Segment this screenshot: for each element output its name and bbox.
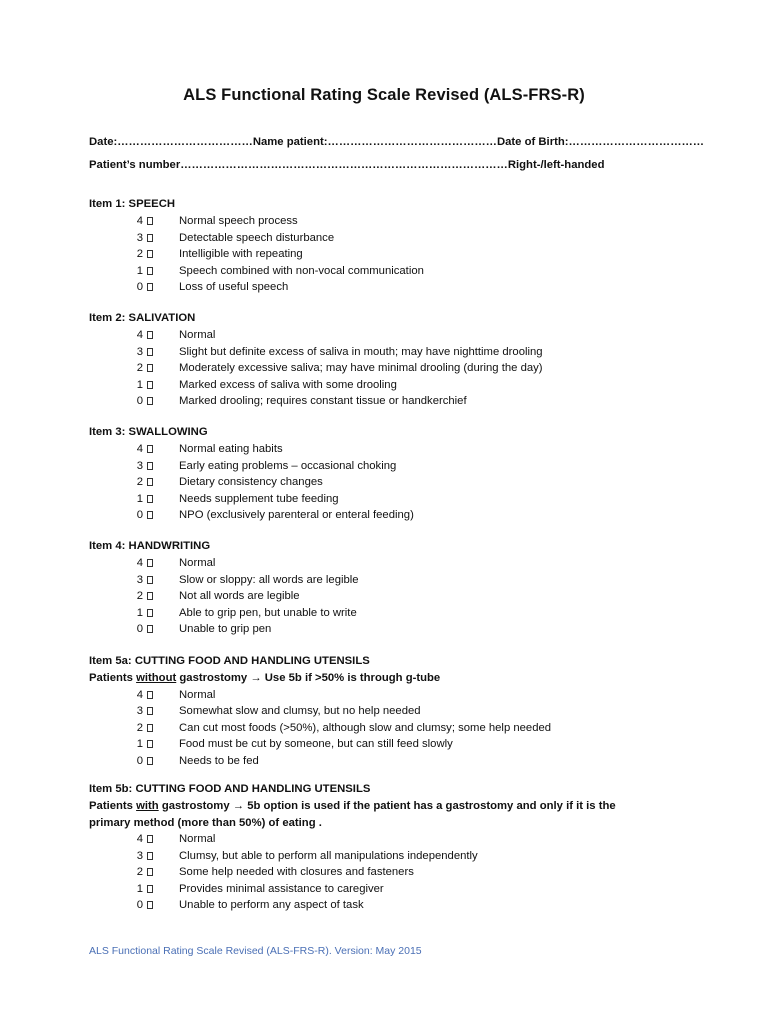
- checkbox-icon[interactable]: [147, 559, 153, 567]
- checkbox-icon[interactable]: [147, 576, 153, 584]
- patient-number-label: Patient’s number: [89, 159, 181, 171]
- option-row: [89, 246, 729, 263]
- option-score: 3: [136, 345, 143, 358]
- option-score: 2: [136, 248, 143, 260]
- item-note: [89, 798, 659, 831]
- option-score: 2: [136, 476, 143, 488]
- option-row: [89, 507, 729, 524]
- note-prefix: Patients: [89, 672, 137, 684]
- rating-item-5: [89, 653, 729, 769]
- option-text: Some help needed with closures and fasteners: [179, 866, 414, 878]
- option-score: 0: [136, 623, 143, 635]
- option-row: [89, 897, 729, 914]
- option-text: Clumsy, but able to perform all manipulations independently: [179, 849, 478, 862]
- option-score: 4: [136, 443, 143, 455]
- option-text: Normal: [179, 329, 216, 341]
- checkbox-icon[interactable]: [147, 901, 153, 909]
- option-score: 0: [136, 281, 143, 293]
- option-row: [89, 572, 729, 589]
- header-line-1: [89, 136, 705, 148]
- option-row: [89, 441, 729, 458]
- option-text: Unable to grip pen: [179, 623, 272, 635]
- option-row: [89, 848, 729, 865]
- note-suffix: gastrostomy → Use 5b if >50% is through g-tube: [176, 672, 441, 684]
- option-row: [89, 864, 729, 881]
- note-prefix: Patients: [89, 800, 137, 812]
- option-row: [89, 458, 729, 475]
- checkbox-icon[interactable]: [147, 511, 153, 519]
- note-emphasis: without: [136, 672, 177, 684]
- option-row: [89, 687, 729, 704]
- option-text: Normal eating habits: [179, 443, 283, 455]
- option-row: [89, 720, 729, 737]
- item-title: Item 3: SWALLOWING: [89, 426, 208, 438]
- option-score: 1: [136, 606, 143, 619]
- option-text: Food must be cut by someone, but can still feed slowly: [179, 738, 453, 750]
- option-score: 1: [136, 492, 143, 505]
- checkbox-icon[interactable]: [147, 835, 153, 843]
- item-title: Item 5b: CUTTING FOOD AND HANDLING UTENSILS: [89, 783, 371, 795]
- option-text: Speech combined with non-vocal communication: [179, 264, 424, 277]
- checkbox-icon[interactable]: [147, 283, 153, 291]
- checkbox-icon[interactable]: [147, 625, 153, 633]
- dob-field[interactable]: ………………………………: [568, 136, 705, 148]
- note-emphasis: with: [136, 800, 159, 812]
- option-row: [89, 753, 729, 770]
- rating-item-2: [89, 310, 729, 410]
- option-row: [89, 736, 729, 753]
- date-label: Date:: [89, 136, 118, 148]
- handedness-label[interactable]: Right-/left-handed: [507, 159, 605, 171]
- note-suffix: gastrostomy → 5b option is used if the patient has a gastrostomy and only if it is the primary method (more than 50%) of eating .: [89, 800, 616, 829]
- option-score: 1: [136, 738, 143, 750]
- option-row: [89, 327, 729, 344]
- option-score: 4: [136, 329, 143, 341]
- option-score: 1: [136, 378, 143, 391]
- option-text: Normal: [179, 688, 216, 701]
- option-score: 2: [136, 362, 143, 374]
- document-title: ALS Functional Rating Scale Revised (ALS-FRS-R): [183, 86, 585, 104]
- checkbox-icon[interactable]: [147, 691, 153, 699]
- option-score: 2: [136, 866, 143, 878]
- option-row: [89, 605, 729, 622]
- option-text: Intelligible with repeating: [179, 248, 303, 260]
- checkbox-icon[interactable]: [147, 592, 153, 600]
- header-line-2: [89, 159, 689, 171]
- option-row: [89, 831, 729, 848]
- option-score: 0: [136, 395, 143, 407]
- option-row: [89, 555, 729, 572]
- option-score: 0: [136, 899, 143, 911]
- option-text: Slight but definite excess of saliva in mouth; may have nighttime drooling: [179, 345, 543, 358]
- date-field[interactable]: ………………………………: [117, 136, 253, 148]
- option-row: [89, 881, 729, 898]
- option-score: 4: [136, 215, 143, 227]
- option-row: [89, 621, 729, 638]
- option-text: Slow or sloppy: all words are legible: [179, 573, 359, 586]
- item-title: Item 5a: CUTTING FOOD AND HANDLING UTENSILS: [89, 655, 370, 667]
- option-score: 3: [136, 849, 143, 862]
- option-text: Needs to be fed: [179, 754, 259, 767]
- checkbox-icon[interactable]: [147, 852, 153, 860]
- checkbox-icon[interactable]: [147, 724, 153, 732]
- option-row: [89, 474, 729, 491]
- option-score: 3: [136, 573, 143, 586]
- option-text: Needs supplement tube feeding: [179, 492, 339, 505]
- option-text: Normal: [179, 557, 216, 569]
- rating-item-3: [89, 424, 729, 524]
- option-row: [89, 491, 729, 508]
- option-row: [89, 377, 729, 394]
- option-text: Normal speech process: [179, 215, 298, 227]
- option-row: [89, 213, 729, 230]
- option-row: [89, 279, 729, 296]
- item-note: [89, 670, 659, 687]
- option-score: 3: [136, 231, 143, 244]
- option-score: 4: [136, 688, 143, 701]
- option-score: 3: [136, 459, 143, 472]
- checkbox-icon[interactable]: [147, 609, 153, 617]
- option-row: [89, 263, 729, 280]
- checkbox-icon[interactable]: [147, 364, 153, 372]
- checkbox-icon[interactable]: [147, 885, 153, 893]
- option-score: 1: [136, 264, 143, 277]
- checkbox-icon[interactable]: [147, 234, 153, 242]
- option-score: 0: [136, 754, 143, 767]
- rating-item-1: [89, 196, 729, 296]
- option-score: 3: [136, 705, 143, 717]
- patient-number-field[interactable]: ……………………………………………………………………………: [180, 159, 508, 171]
- option-text: Normal: [179, 833, 216, 845]
- option-score: 4: [136, 557, 143, 569]
- checkbox-icon[interactable]: [147, 462, 153, 470]
- option-row: [89, 344, 729, 361]
- footer-text: ALS Functional Rating Scale Revised (ALS-FRS-R). Version: May 2015: [89, 945, 422, 957]
- option-score: 1: [136, 882, 143, 895]
- checkbox-icon[interactable]: [147, 217, 153, 225]
- option-text: Somewhat slow and clumsy, but no help needed: [179, 705, 421, 717]
- option-text: NPO (exclusively parenteral or enteral feeding): [179, 509, 414, 521]
- checkbox-icon[interactable]: [147, 331, 153, 339]
- option-row: [89, 393, 729, 410]
- item-title: Item 4: HANDWRITING: [89, 540, 211, 552]
- checkbox-icon[interactable]: [147, 348, 153, 356]
- option-score: 2: [136, 590, 143, 602]
- option-score: 4: [136, 833, 143, 845]
- checkbox-icon[interactable]: [147, 381, 153, 389]
- option-score: 0: [136, 509, 143, 521]
- checkbox-icon[interactable]: [147, 495, 153, 503]
- option-row: [89, 230, 729, 247]
- rating-item-4: [89, 538, 729, 638]
- name-label: Name patient:: [252, 136, 328, 148]
- option-row: [89, 360, 729, 377]
- option-text: Able to grip pen, but unable to write: [179, 606, 357, 619]
- rating-item-6: [89, 781, 729, 914]
- option-text: Marked excess of saliva with some drooling: [179, 378, 397, 391]
- option-row: [89, 703, 729, 720]
- checkbox-icon[interactable]: [147, 868, 153, 876]
- item-title: Item 1: SPEECH: [89, 198, 176, 210]
- option-text: Can cut most foods (>50%), although slow and clumsy; some help needed: [179, 721, 552, 734]
- option-text: Detectable speech disturbance: [179, 231, 335, 244]
- option-text: Dietary consistency changes: [179, 476, 323, 488]
- option-text: Provides minimal assistance to caregiver: [179, 882, 384, 895]
- option-text: Not all words are legible: [179, 590, 300, 602]
- checkbox-icon[interactable]: [147, 267, 153, 275]
- checkbox-icon[interactable]: [147, 478, 153, 486]
- checkbox-icon[interactable]: [147, 397, 153, 405]
- checkbox-icon[interactable]: [147, 740, 153, 748]
- option-text: Early eating problems – occasional choking: [179, 459, 397, 472]
- option-text: Moderately excessive saliva; may have minimal drooling (during the day): [179, 362, 543, 374]
- checkbox-icon[interactable]: [147, 445, 153, 453]
- checkbox-icon[interactable]: [147, 250, 153, 258]
- option-text: Marked drooling; requires constant tissue or handkerchief: [179, 395, 467, 407]
- option-score: 2: [136, 721, 143, 734]
- dob-label: Date of Birth:: [496, 136, 569, 148]
- option-text: Loss of useful speech: [179, 281, 289, 293]
- checkbox-icon[interactable]: [147, 757, 153, 765]
- option-row: [89, 588, 729, 605]
- name-field[interactable]: ………………………………………: [327, 136, 497, 148]
- option-text: Unable to perform any aspect of task: [179, 899, 364, 911]
- checkbox-icon[interactable]: [147, 707, 153, 715]
- item-title: Item 2: SALIVATION: [89, 312, 196, 324]
